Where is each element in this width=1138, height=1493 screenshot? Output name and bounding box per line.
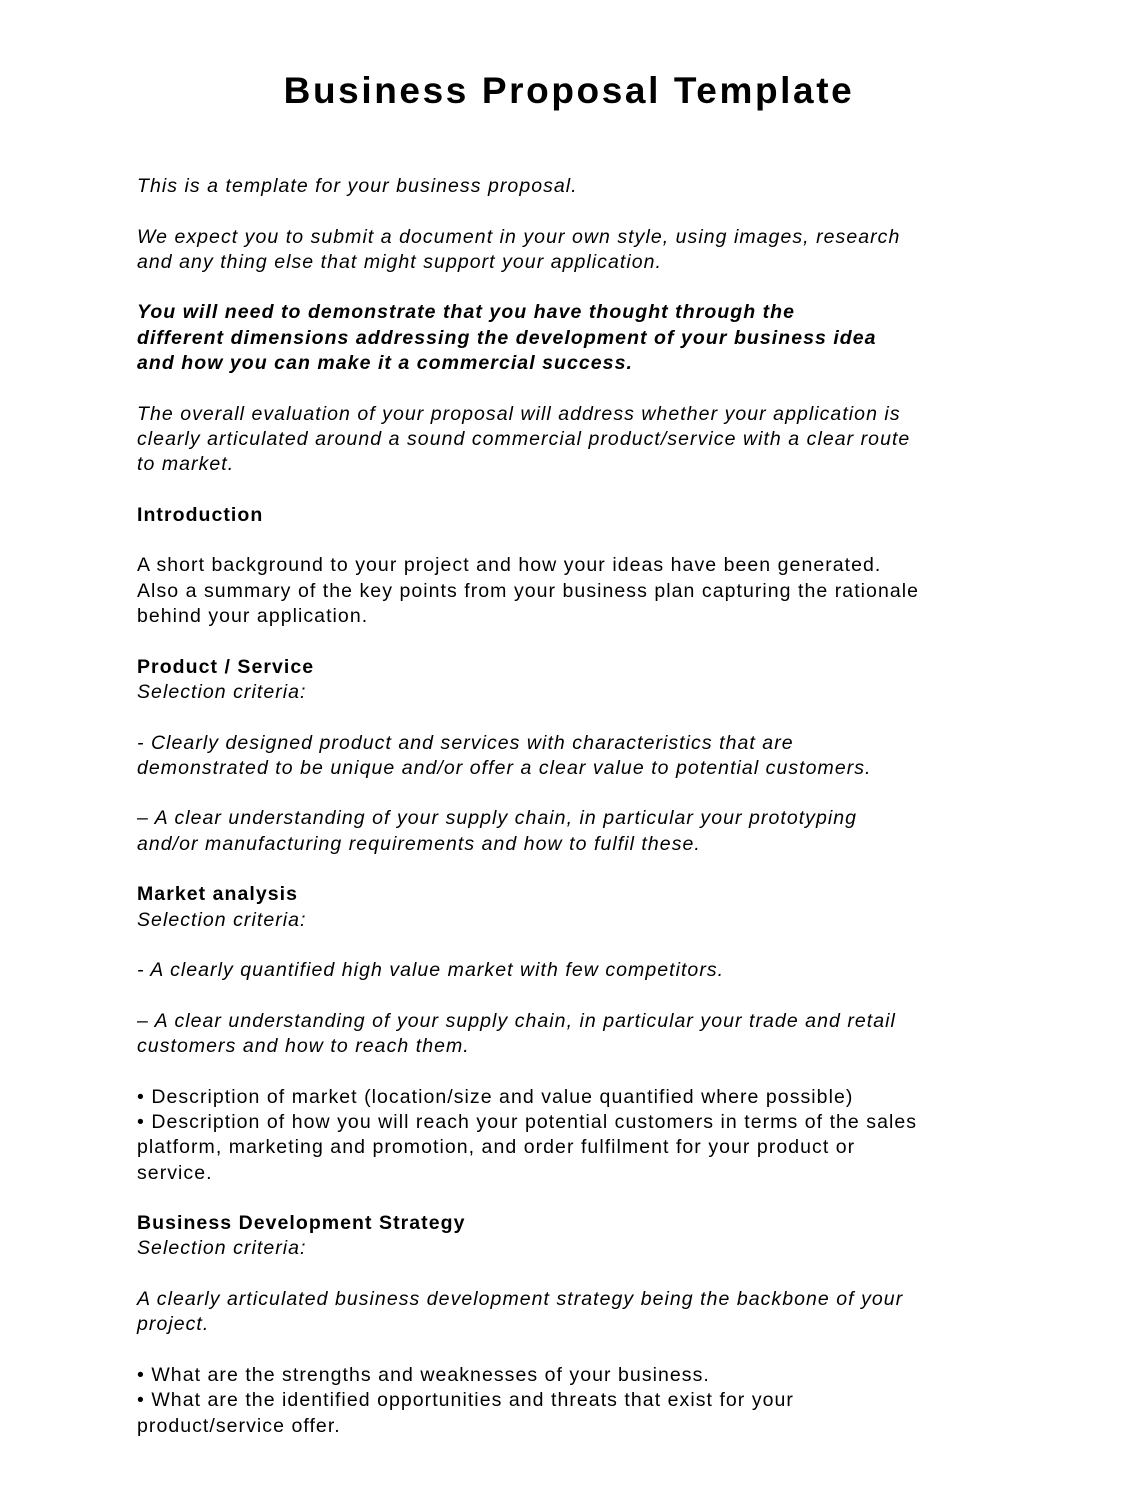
market-analysis-bullet-line: service. [137,1161,213,1184]
page-title: Business Proposal Template [283,70,855,111]
product-service-point-line: demonstrated to be unique and/or offer a clear value to potential customers. [137,756,872,779]
business-development-point-line: A clearly articulated business development strategy being the backbone of your [137,1288,904,1311]
introduction-heading: Introduction [137,503,264,526]
intro-emphasis-line: different dimensions addressing the development of your business idea [137,326,877,349]
business-development-criteria-label: Selection criteria: [137,1237,307,1260]
product-service-point-line: and/or manufacturing requirements and how to fulfil these. [137,832,701,855]
business-development-point-line: project. [137,1313,210,1336]
business-development-heading: Business Development Strategy [137,1212,466,1235]
market-analysis-bullet-line: • Description of market (location/size and value quantified where possible) [137,1085,854,1108]
business-development-bullet-line: product/service offer. [137,1414,341,1437]
intro-paragraph-2-line: We expect you to submit a document in your own style, using images, research [137,225,901,248]
introduction-body-line: behind your application. [137,605,369,628]
introduction-body-line: A short background to your project and how your ideas have been generated. [137,554,882,577]
business-development-bullet-line: • What are the strengths and weaknesses of your business. [137,1363,710,1386]
product-service-point-line: – A clear understanding of your supply chain, in particular your prototyping [137,807,858,830]
intro-emphasis-line: You will need to demonstrate that you have thought through the [137,301,796,324]
evaluation-paragraph-line: clearly articulated around a sound commercial product/service with a clear route [137,427,911,450]
product-service-point-line: - Clearly designed product and services with characteristics that are [137,731,794,754]
product-service-criteria-label: Selection criteria: [137,680,307,703]
intro-emphasis-line: and how you can make it a commercial success. [137,352,633,375]
market-analysis-point-line: - A clearly quantified high value market with few competitors. [137,959,725,982]
market-analysis-point-line: customers and how to reach them. [137,1035,470,1058]
document-body [137,174,1017,1439]
evaluation-paragraph-line: The overall evaluation of your proposal will address whether your application is [137,402,901,425]
intro-paragraph-1: This is a template for your business proposal. [137,175,578,197]
intro-paragraph-2-line: and any thing else that might support your application. [137,250,662,273]
market-analysis-bullet-line: platform, marketing and promotion, and order fulfilment for your product or [137,1136,856,1159]
business-development-bullet-line: • What are the identified opportunities and threats that exist for your [137,1389,794,1412]
evaluation-paragraph-line: to market. [137,453,235,476]
market-analysis-criteria-label: Selection criteria: [137,908,307,931]
market-analysis-point-line: – A clear understanding of your supply chain, in particular your trade and retail [137,1009,896,1032]
market-analysis-bullet-line: • Description of how you will reach your potential customers in terms of the sales [137,1110,918,1133]
introduction-body-line: Also a summary of the key points from your business plan capturing the rationale [137,579,920,602]
market-analysis-heading: Market analysis [137,883,299,906]
product-service-heading: Product / Service [137,655,315,678]
